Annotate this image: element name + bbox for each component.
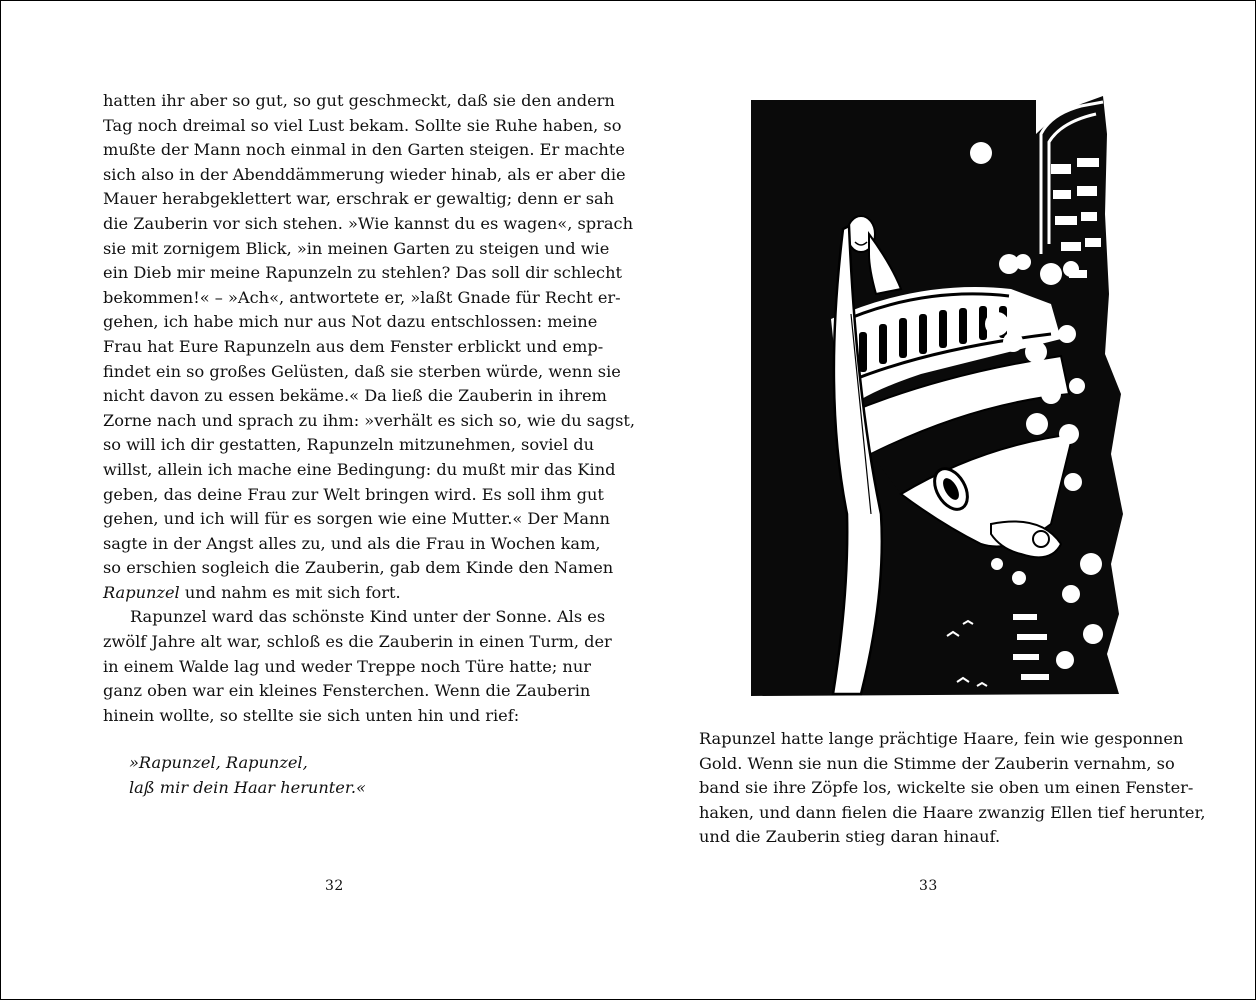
- text-line: hinein wollte, so stellte sie sich unten hin und rief:: [103, 705, 520, 725]
- text-line: geben, das deine Frau zur Welt bringen wird. Es soll ihm gut: [103, 484, 604, 504]
- text-line: gehen, und ich will für es sorgen wie eine Mutter.« Der Mann: [103, 509, 610, 529]
- text-line: hatten ihr aber so gut, so gut geschmeckt, daß sie den andern: [103, 91, 615, 110]
- left-page: [1, 1, 636, 999]
- verse: [129, 751, 366, 800]
- text-line: band sie ihre Zöpfe los, wickelte sie oben um einen Fenster-: [699, 778, 1194, 798]
- text-line: bekommen!« – »Ach«, antwortete er, »laßt Gnade für Recht er-: [103, 287, 621, 307]
- text-line: Mauer herabgeklettert war, erschrak er gewaltig; denn er sah: [103, 189, 615, 209]
- page-number: 32: [325, 878, 344, 894]
- text-line: so erschien sogleich die Zauberin, gab dem Kinde den Namen: [103, 558, 614, 578]
- page-number: 33: [919, 878, 938, 894]
- text-line: Frau hat Eure Rapunzeln aus dem Fenster erblickt und emp-: [103, 336, 604, 356]
- verse-line: »Rapunzel, Rapunzel,: [129, 753, 308, 772]
- text-line: [103, 581, 560, 606]
- text-line: willst, allein ich mache eine Bedingung: du mußt mir das Kind: [103, 459, 616, 479]
- text-line: Tag noch dreimal so viel Lust bekam. Sollte sie Ruhe haben, so: [103, 115, 622, 135]
- body-text: [103, 89, 636, 728]
- text-line: ganz oben war ein kleines Fensterchen. Wenn die Zauberin: [103, 681, 591, 701]
- text-line: findet ein so großes Gelüsten, daß sie sterben würde, wenn sie: [103, 361, 621, 381]
- text-line: haken, und dann fielen die Haare zwanzig Ellen tief herunter,: [699, 802, 1206, 822]
- paragraph-2: [103, 605, 612, 728]
- text-line: mußte der Mann noch einmal in den Garten steigen. Er machte: [103, 140, 625, 160]
- name-rapunzel: Rapunzel: [103, 582, 180, 602]
- text-line: Rapunzel hatte lange prächtige Haare, fein wie gesponnen: [699, 729, 1184, 748]
- verse-line: laß mir dein Haar herunter.«: [129, 777, 366, 797]
- text-fragment: und nahm es mit sich fort.: [179, 582, 401, 602]
- text-line: die Zauberin vor sich stehen. »Wie kannst du es wagen«, sprach: [103, 213, 634, 233]
- tower-illustration: [751, 94, 1123, 696]
- text-line: sie mit zornigem Blick, »in meinen Garten zu steigen und wie: [103, 238, 610, 258]
- text-line: in einem Walde lag und weder Treppe noch Türe hatte; nur: [103, 656, 592, 676]
- text-line: sagte in der Angst alles zu, und als die Frau in Wochen kam,: [103, 533, 601, 553]
- text-line: Gold. Wenn sie nun die Stimme der Zauberin vernahm, so: [699, 753, 1175, 773]
- text-line: und die Zauberin stieg daran hinauf.: [699, 827, 1001, 847]
- illustration-svg: [751, 94, 1123, 696]
- text-line: sich also in der Abenddämmerung wieder hinab, als er aber die: [103, 164, 626, 184]
- caption-text: [699, 727, 1206, 850]
- text-line: zwölf Jahre alt war, schloß es die Zauberin in einen Turm, der: [103, 632, 612, 652]
- text-line: ein Dieb mir meine Rapunzeln zu stehlen? Das soll dir schlecht: [103, 263, 623, 283]
- text-line: nicht davon zu essen bekäme.« Da ließ die Zauberin in ihrem: [103, 386, 607, 406]
- text-line: gehen, ich habe mich nur aus Not dazu entschlossen: meine: [103, 312, 598, 332]
- text-line: Rapunzel ward das schönste Kind unter der Sonne. Als es: [130, 607, 606, 627]
- paragraph-1: [103, 89, 636, 605]
- text-line: so will ich dir gestatten, Rapunzeln mitzunehmen, soviel du: [103, 435, 595, 455]
- text-line: Zorne nach und sprach zu ihm: »verhält es sich so, wie du sagst,: [103, 410, 636, 430]
- right-page: [629, 1, 1255, 999]
